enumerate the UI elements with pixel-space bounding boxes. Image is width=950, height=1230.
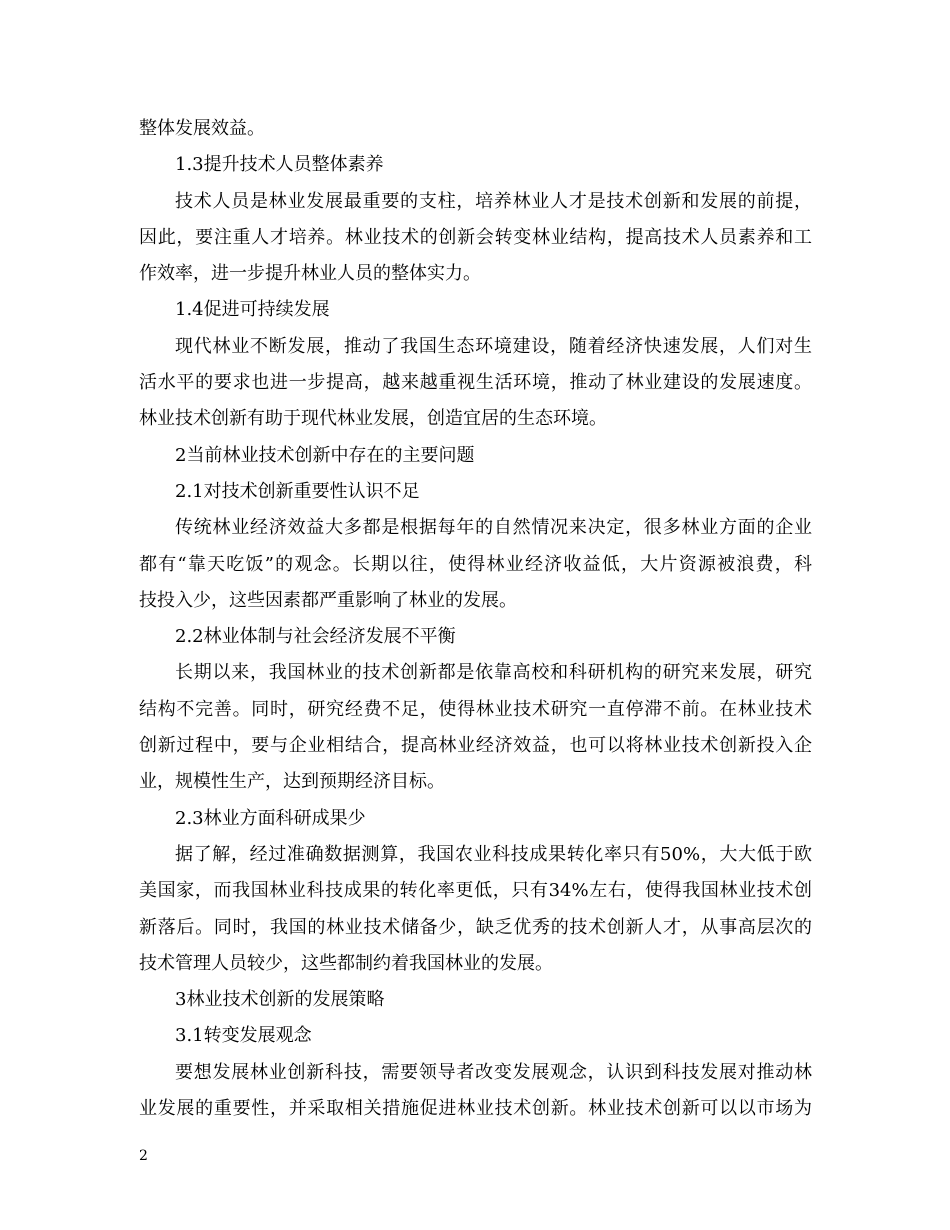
text-line: 都有“靠天吃饭”的观念。长期以往，使得林业经济收益低，大片资源被浪费，科 xyxy=(139,553,812,575)
text-line: 1.3提升技术人员整体素养 xyxy=(175,154,384,176)
text-line: 创新过程中，要与企业相结合，提高林业经济效益，也可以将林业技术创新投入企 xyxy=(139,735,812,757)
text-line: 林业技术创新有助于现代林业发展，创造宜居的生态环境。 xyxy=(139,408,607,430)
text-line: 结构不完善。同时，研究经费不足，使得林业技术研究一直停滞不前。在林业技术 xyxy=(139,698,812,720)
text-line: 技投入少，这些因素都严重影响了林业的发展。 xyxy=(139,589,517,611)
text-line: 据了解，经过准确数据测算，我国农业科技成果转化率只有50%，大大低于欧 xyxy=(175,843,812,865)
text-line: 作效率，进一步提升林业人员的整体实力。 xyxy=(139,263,481,285)
page-number: 2 xyxy=(139,1148,148,1164)
text-line: 技术人员是林业发展最重要的支柱，培养林业人才是技术创新和发展的前提， xyxy=(175,190,812,212)
text-line: 2.1对技术创新重要性认识不足 xyxy=(175,480,420,502)
text-line: 3.1转变发展观念 xyxy=(175,1025,312,1047)
text-line: 整体发展效益。 xyxy=(139,118,265,139)
text-line: 要想发展林业创新科技，需要领导者改变发展观念，认识到科技发展对推动林 xyxy=(175,1061,812,1083)
text-line: 技术管理人员较少，这些都制约着我国林业的发展。 xyxy=(139,952,553,974)
text-line: 2当前林业技术创新中存在的主要问题 xyxy=(175,444,475,466)
text-line: 长期以来，我国林业的技术创新都是依靠高校和科研机构的研究来发展，研究 xyxy=(175,662,812,684)
text-line: 3林业技术创新的发展策略 xyxy=(175,989,385,1011)
body-text xyxy=(139,111,812,1127)
text-line: 美国家，而我国林业科技成果的转化率更低，只有34%左右，使得我国林业技术创 xyxy=(139,880,812,902)
text-line: 1.4促进可持续发展 xyxy=(175,299,330,321)
text-line: 传统林业经济效益大多都是根据每年的自然情况来决定，很多林业方面的企业 xyxy=(175,517,812,539)
text-line: 活水平的要求也进一步提高，越来越重视生活环境，推动了林业建设的发展速度。 xyxy=(139,372,812,394)
text-line: 2.3林业方面科研成果少 xyxy=(175,807,366,829)
text-line: 新落后。同时，我国的林业技术储备少，缺乏优秀的技术创新人才，从事高层次的 xyxy=(139,916,812,938)
text-line: 业，规模性生产，达到预期经济目标。 xyxy=(139,771,445,793)
text-line: 因此，要注重人才培养。林业技术的创新会转变林业结构，提高技术人员素养和工 xyxy=(139,226,812,248)
text-line: 2.2林业体制与社会经济发展不平衡 xyxy=(175,626,456,648)
text-line: 业发展的重要性，并采取相关措施促进林业技术创新。林业技术创新可以以市场为 xyxy=(139,1098,812,1120)
text-line: 现代林业不断发展，推动了我国生态环境建设，随着经济快速发展，人们对生 xyxy=(175,335,812,357)
